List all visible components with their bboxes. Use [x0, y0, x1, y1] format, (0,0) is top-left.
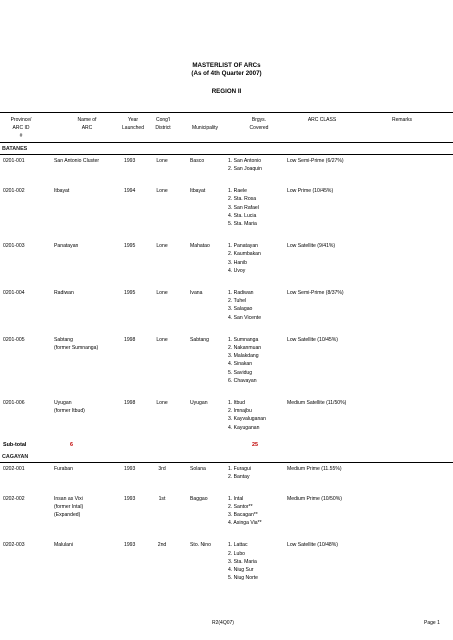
arc-name: [54, 157, 99, 165]
header-district: Cong'l District: [155, 117, 171, 131]
arc-id: 0201-006: [3, 399, 25, 406]
arc-id: 0201-003: [3, 243, 25, 250]
brgy-item: 2. Lubo: [228, 550, 245, 557]
arc-name-line: Insan as Vixi: [54, 495, 83, 502]
header-year: Year Launched: [122, 117, 144, 131]
municipality: Mahatao: [190, 243, 210, 250]
arc-name-line: San Antonio Cluster: [54, 158, 100, 164]
arc-name-line: Furaban: [54, 465, 73, 472]
arc-id: 0201-005: [3, 336, 25, 343]
year-launched: 1998: [124, 399, 136, 406]
brgys-covered: [228, 336, 261, 386]
brgy-item: 4. Uvoy: [228, 267, 246, 274]
arc-name: [54, 465, 73, 473]
district: Lone: [156, 399, 168, 406]
municipality: Sabtang: [190, 336, 209, 343]
brgy-item: 2. Imnajbu: [228, 408, 252, 415]
year-launched: 1994: [124, 188, 136, 195]
arc-name: [54, 242, 78, 250]
brgy-item: 4. Sta. Lucia: [228, 212, 257, 219]
brgy-item: 1. Panatayan: [228, 243, 259, 250]
brgy-item: 1. Itbud: [228, 399, 245, 406]
province-rule: [0, 154, 453, 155]
arc-name-line: Itbayat: [54, 188, 70, 195]
brgys-covered: [228, 465, 251, 482]
province-name: CAGAYAN: [2, 453, 29, 460]
arc-name-line: Sabtang: [54, 336, 73, 343]
arc-name-line: Radiwan: [54, 289, 74, 296]
arc-name: [54, 187, 69, 195]
arc-id: 0201-001: [3, 158, 25, 164]
brgy-item: 5. Sta. Maria: [228, 221, 257, 228]
brgy-item: 1. Raele: [228, 188, 247, 195]
arc-class: Low Semi-Prime (8/37%): [287, 289, 344, 296]
arc-name-line: (former Itbud): [54, 408, 85, 415]
title-line-1: MASTERLIST OF ARCs: [192, 62, 261, 69]
brgy-item: 3. Salagao: [228, 306, 253, 313]
brgy-item: 2. Santor**: [228, 503, 253, 510]
arc-name: [54, 289, 74, 297]
district: Lone: [156, 188, 168, 195]
municipality: Solana: [190, 465, 206, 472]
brgy-item: 1. Radiwan: [228, 289, 254, 296]
arc-class: Medium Prime (11.55%): [287, 465, 342, 472]
header-province: Province/ ARC ID #: [10, 117, 32, 139]
district: 1st: [158, 495, 166, 502]
arc-name-line: Malulani: [54, 542, 73, 549]
district: Lone: [156, 289, 168, 296]
arc-class: Low Satellite (10/48%): [287, 542, 338, 549]
header-name: Name of ARC: [77, 117, 97, 131]
district: Lone: [156, 243, 168, 250]
header-brgys: Brgys. Covered: [249, 117, 269, 131]
arc-name-line: Panatayan: [54, 243, 79, 250]
subtotal-label: Sub-total: [3, 441, 27, 448]
arc-class: Low Satellite (9/41%): [287, 243, 336, 250]
brgy-item: 1. Lattac: [228, 542, 248, 549]
arc-name: [54, 541, 73, 549]
arc-name-line: (Expanded): [54, 512, 81, 519]
brgy-item: 4. Kayuganan: [228, 424, 260, 431]
brgy-item: 3. Sta. Maria: [228, 558, 257, 565]
brgy-item: 2. Bantay: [228, 473, 250, 480]
year-launched: 1995: [124, 289, 136, 296]
arc-name-line: Uyugan: [54, 399, 72, 406]
brgys-covered: [228, 242, 261, 275]
brgy-item: 2. Nakanmuan: [228, 344, 262, 351]
year-launched: 1995: [124, 243, 136, 250]
year-launched: 1993: [124, 158, 136, 164]
arc-id: 0202-001: [3, 465, 25, 472]
brgy-item: 3. Hanib: [228, 259, 247, 266]
brgy-item: 3. Bacagan**: [228, 512, 258, 519]
brgy-item: 5. Savidug: [228, 369, 253, 376]
brgy-item: 2. Tuhel: [228, 298, 247, 305]
brgys-covered: [228, 495, 262, 528]
brgy-item: 4. Asinga Via**: [228, 520, 262, 527]
brgy-item: 1. Intal: [228, 495, 244, 502]
title-line-2: (As of 4th Quarter 2007): [191, 70, 262, 77]
brgy-item: 6. Chavayan: [228, 377, 257, 384]
arc-class: Low Prime (10/45%): [287, 188, 334, 195]
header-top-rule: [0, 112, 453, 113]
brgy-item: 3. San Rafael: [228, 204, 259, 211]
brgy-item: 1. Furagui: [228, 465, 251, 472]
municipality: Itbayat: [190, 188, 206, 195]
province-rule: [0, 462, 453, 463]
district: Lone: [156, 158, 168, 164]
brgy-item: 4. San Vicente: [228, 314, 262, 321]
brgy-item: 3. Kayvaluganan: [228, 416, 266, 423]
arc-name: [54, 336, 98, 353]
municipality: Sto. Nino: [190, 542, 211, 549]
arc-name-line: (former Sumnanga): [54, 344, 99, 351]
year-launched: 1993: [124, 465, 136, 472]
municipality: Basco: [190, 158, 205, 164]
district: 3rd: [158, 465, 166, 472]
brgy-item: 4. Niug Sur: [228, 567, 254, 574]
brgy-item: 4. Sinakan: [228, 361, 253, 368]
brgys-covered: [228, 541, 258, 582]
brgy-item: 5. Niug Norte: [228, 575, 259, 582]
brgy-item: 1. San Antonio: [228, 158, 262, 164]
brgys-covered: [228, 289, 261, 322]
arc-id: 0202-002: [3, 495, 25, 502]
arc-id: 0202-003: [3, 542, 25, 549]
district: Lone: [156, 336, 168, 343]
municipality: Baggao: [190, 495, 208, 502]
brgy-item: 2. Kaumbakan: [228, 251, 261, 258]
arc-class: Low Semi-Prime (6/27%): [287, 158, 344, 164]
header-municipality: Municipality: [191, 125, 219, 131]
subtotal-brgys: 25: [252, 441, 258, 448]
arc-name-line: (former Intal): [54, 503, 84, 510]
brgys-covered: [228, 399, 266, 432]
arc-name: [54, 495, 83, 520]
footer-code: R2(4Q07): [212, 620, 234, 626]
arc-class: Medium Satellite (11/50%): [287, 399, 347, 406]
brgys-covered: [228, 157, 262, 174]
brgy-item: 2. San Joaquin: [228, 166, 262, 173]
arc-class: Low Satellite (10/45%): [287, 336, 338, 343]
footer-page: Page 1: [424, 620, 440, 626]
arc-id: 0201-002: [3, 188, 25, 195]
brgy-item: 2. Sta. Rosa: [228, 196, 257, 203]
brgy-item: 1. Sumnanga: [228, 336, 259, 343]
municipality: Ivana: [190, 289, 203, 296]
arc-class: Medium Prime (10/50%): [287, 495, 342, 502]
year-launched: 1993: [124, 495, 136, 502]
header-bottom-rule: [0, 142, 453, 143]
district: 2nd: [157, 542, 167, 549]
brgy-item: 3. Malakdang: [228, 353, 259, 360]
header-arc-class: ARC CLASS: [307, 117, 337, 123]
subtotal-count: 6: [70, 441, 73, 448]
brgys-covered: [228, 187, 259, 228]
arc-id: 0201-004: [3, 289, 25, 296]
header-remarks: Remarks: [391, 117, 412, 123]
municipality: Uyugan: [190, 399, 208, 406]
year-launched: 1993: [124, 542, 136, 549]
year-launched: 1998: [124, 336, 136, 343]
province-name: BATANES: [2, 146, 28, 152]
arc-name: [54, 399, 85, 416]
region-title: REGION II: [211, 88, 242, 95]
